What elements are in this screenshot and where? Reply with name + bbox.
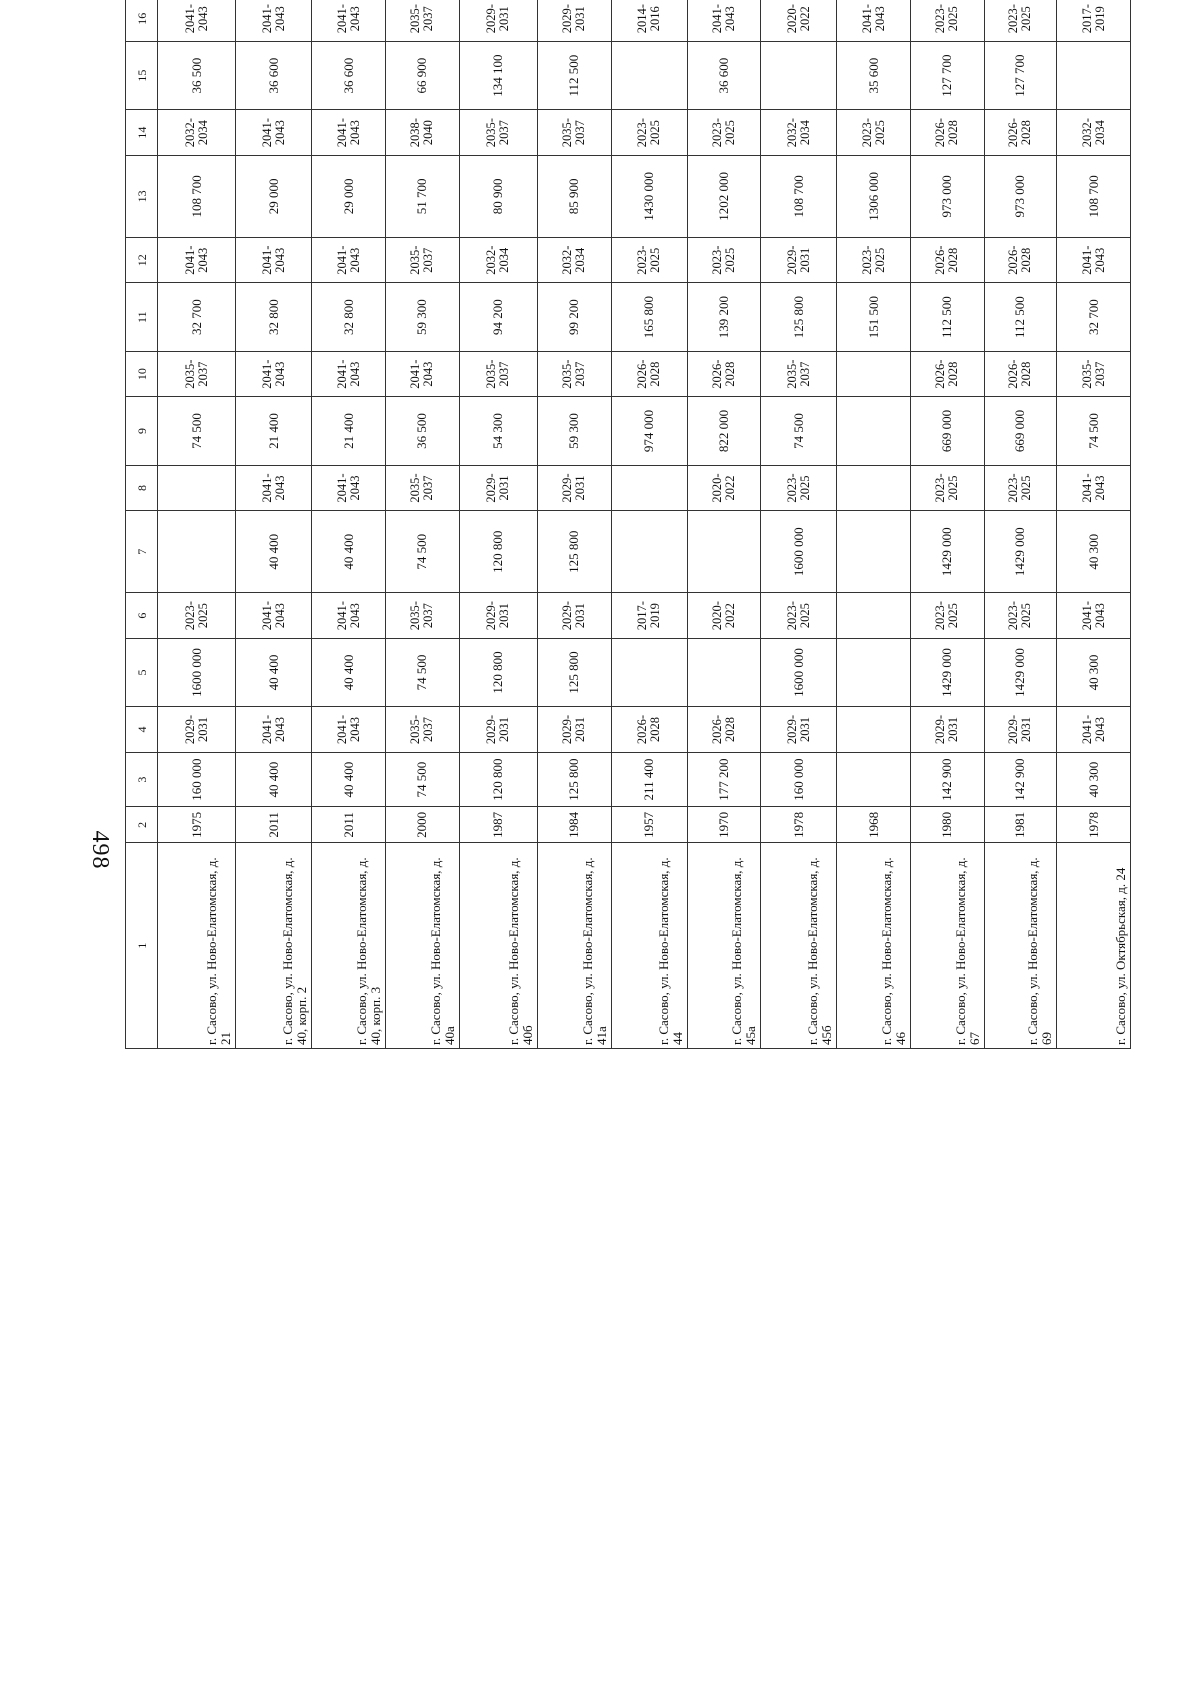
period-cell: 2035-2037 (538, 351, 612, 396)
cost-cell: 74 500 (386, 638, 460, 707)
cost-cell: 120 800 (459, 752, 537, 807)
table-row (538, 0, 612, 1049)
cost-cell: 108 700 (1057, 155, 1131, 237)
period-cell (837, 465, 911, 510)
cost-cell: 1430 000 (611, 155, 687, 237)
period-cell: 2026-2028 (911, 110, 985, 155)
cost-cell: 36 500 (386, 397, 460, 466)
period-cell: 2029-2031 (459, 593, 537, 638)
address-cell: г. Сасово, ул. Ново-Елатомская, д. 21 (158, 843, 236, 1049)
table-row (687, 0, 761, 1049)
address-cell: г. Сасово, ул. Октябрьская, д. 24 (1057, 843, 1131, 1049)
header-row (126, 0, 158, 1049)
period-cell: 2023-2025 (911, 465, 985, 510)
period-cell: 2026-2028 (984, 351, 1056, 396)
period-cell: 2023-2025 (984, 0, 1056, 41)
build-year-cell: 1978 (1057, 807, 1131, 843)
cost-cell (837, 638, 911, 707)
period-cell: 2035-2037 (386, 238, 460, 283)
period-cell: 2026-2028 (984, 110, 1056, 155)
cost-cell: 108 700 (761, 155, 837, 237)
build-year-cell: 1984 (538, 807, 612, 843)
period-cell: 2041-2043 (837, 0, 911, 41)
period-cell: 2041-2043 (158, 238, 236, 283)
period-cell: 2026-2028 (611, 351, 687, 396)
period-cell: 2038-2040 (386, 110, 460, 155)
header-cell-15: 15 (126, 41, 158, 110)
build-year-cell: 2011 (312, 807, 386, 843)
cost-cell (611, 41, 687, 110)
cost-cell: 21 400 (236, 397, 312, 466)
cost-cell: 40 400 (312, 752, 386, 807)
period-cell: 2041-2043 (236, 593, 312, 638)
cost-cell (761, 41, 837, 110)
cost-cell: 74 500 (1057, 397, 1131, 466)
header-cell-14: 14 (126, 110, 158, 155)
table-row (236, 0, 312, 1049)
period-cell: 2035-2037 (158, 351, 236, 396)
period-cell: 2041-2043 (312, 707, 386, 752)
period-cell: 2026-2028 (611, 707, 687, 752)
period-cell: 2041-2043 (236, 707, 312, 752)
table-row (1057, 0, 1131, 1049)
cost-cell (837, 511, 911, 593)
period-cell: 2023-2025 (911, 0, 985, 41)
period-cell: 2041-2043 (312, 238, 386, 283)
period-cell (837, 593, 911, 638)
cost-cell: 211 400 (611, 752, 687, 807)
build-year-cell: 1980 (911, 807, 985, 843)
period-cell: 2035-2037 (386, 0, 460, 41)
table-row (911, 0, 985, 1049)
cost-cell (611, 638, 687, 707)
cost-cell: 32 700 (158, 283, 236, 352)
cost-cell: 74 500 (386, 511, 460, 593)
cost-cell: 36 600 (236, 41, 312, 110)
table-row (312, 0, 386, 1049)
period-cell: 2041-2043 (386, 351, 460, 396)
rotated-table-area (125, 4, 1131, 1548)
header-cell-1: 1 (126, 843, 158, 1049)
cost-cell: 32 800 (312, 283, 386, 352)
cost-cell: 112 500 (911, 283, 985, 352)
period-cell: 2041-2043 (1057, 465, 1131, 510)
period-cell: 2035-2037 (386, 707, 460, 752)
cost-cell: 21 400 (312, 397, 386, 466)
cost-cell: 66 900 (386, 41, 460, 110)
cost-cell (687, 638, 761, 707)
period-cell: 2029-2031 (459, 465, 537, 510)
period-cell: 2023-2025 (761, 465, 837, 510)
cost-cell: 108 700 (158, 155, 236, 237)
period-cell (837, 707, 911, 752)
cost-cell: 40 400 (312, 511, 386, 593)
period-cell: 2032-2034 (761, 110, 837, 155)
period-cell: 2029-2031 (538, 593, 612, 638)
period-cell: 2032-2034 (459, 238, 537, 283)
period-cell: 2023-2025 (911, 593, 985, 638)
header-cell-11: 11 (126, 283, 158, 352)
cost-cell: 1202 000 (687, 155, 761, 237)
address-cell: г. Сасово, ул. Ново-Елатомская, д. 40б (459, 843, 537, 1049)
header-cell-12: 12 (126, 238, 158, 283)
header-cell-7: 7 (126, 511, 158, 593)
page-number: 498 (87, 830, 113, 870)
header-cell-10: 10 (126, 351, 158, 396)
cost-cell: 94 200 (459, 283, 537, 352)
cost-cell: 40 300 (1057, 752, 1131, 807)
address-cell: г. Сасово, ул. Ново-Елатомская, д. 44 (611, 843, 687, 1049)
address-cell: г. Сасово, ул. Ново-Елатомская, д. 46 (837, 843, 911, 1049)
period-cell: 2020-2022 (687, 465, 761, 510)
cost-cell: 125 800 (761, 283, 837, 352)
cost-cell: 80 900 (459, 155, 537, 237)
cost-cell: 112 500 (538, 41, 612, 110)
address-cell: г. Сасово, ул. Ново-Елатомская, д. 40, корп. 3 (312, 843, 386, 1049)
cost-cell: 40 300 (1057, 638, 1131, 707)
header-cell-4: 4 (126, 707, 158, 752)
period-cell: 2032-2034 (158, 110, 236, 155)
build-year-cell: 1981 (984, 807, 1056, 843)
cost-cell: 177 200 (687, 752, 761, 807)
table-row (386, 0, 460, 1049)
period-cell: 2035-2037 (538, 110, 612, 155)
period-cell: 2029-2031 (538, 0, 612, 41)
period-cell: 2026-2028 (687, 707, 761, 752)
period-cell: 2023-2025 (687, 238, 761, 283)
cost-cell: 151 500 (837, 283, 911, 352)
period-cell: 2035-2037 (459, 110, 537, 155)
period-cell: 2041-2043 (312, 593, 386, 638)
build-year-cell: 2011 (236, 807, 312, 843)
cost-cell: 120 800 (459, 511, 537, 593)
header-cell-16: 16 (126, 0, 158, 41)
repair-schedule-table (125, 0, 1131, 1049)
period-cell: 2023-2025 (611, 238, 687, 283)
build-year-cell: 1975 (158, 807, 236, 843)
period-cell: 2020-2022 (687, 593, 761, 638)
cost-cell: 1306 000 (837, 155, 911, 237)
period-cell (611, 465, 687, 510)
cost-cell: 74 500 (761, 397, 837, 466)
cost-cell: 29 000 (236, 155, 312, 237)
period-cell: 2041-2043 (236, 110, 312, 155)
cost-cell: 40 400 (236, 511, 312, 593)
period-cell: 2026-2028 (687, 351, 761, 396)
cost-cell: 165 800 (611, 283, 687, 352)
period-cell: 2023-2025 (687, 110, 761, 155)
cost-cell: 973 000 (984, 155, 1056, 237)
period-cell: 2029-2031 (459, 707, 537, 752)
cost-cell: 142 900 (911, 752, 985, 807)
cost-cell: 1600 000 (158, 638, 236, 707)
table-row (611, 0, 687, 1049)
cost-cell: 74 500 (158, 397, 236, 466)
build-year-cell: 1957 (611, 807, 687, 843)
header-cell-2: 2 (126, 807, 158, 843)
cost-cell: 125 800 (538, 511, 612, 593)
period-cell: 2035-2037 (761, 351, 837, 396)
table-row (761, 0, 837, 1049)
period-cell: 2023-2025 (158, 593, 236, 638)
address-cell: г. Сасово, ул. Ново-Елатомская, д. 40а (386, 843, 460, 1049)
period-cell: 2041-2043 (312, 0, 386, 41)
cost-cell: 54 300 (459, 397, 537, 466)
period-cell: 2041-2043 (312, 110, 386, 155)
cost-cell: 36 500 (158, 41, 236, 110)
cost-cell: 99 200 (538, 283, 612, 352)
cost-cell: 1600 000 (761, 511, 837, 593)
cost-cell: 669 000 (911, 397, 985, 466)
table-row (158, 0, 236, 1049)
period-cell: 2041-2043 (158, 0, 236, 41)
period-cell: 2041-2043 (236, 0, 312, 41)
cost-cell: 127 700 (911, 41, 985, 110)
cost-cell: 125 800 (538, 752, 612, 807)
period-cell: 2041-2043 (236, 351, 312, 396)
cost-cell: 112 500 (984, 283, 1056, 352)
cost-cell: 120 800 (459, 638, 537, 707)
cost-cell: 1600 000 (761, 638, 837, 707)
period-cell: 2035-2037 (459, 351, 537, 396)
period-cell: 2023-2025 (984, 465, 1056, 510)
period-cell: 2041-2043 (236, 465, 312, 510)
header-cell-13: 13 (126, 155, 158, 237)
period-cell: 2029-2031 (761, 707, 837, 752)
period-cell: 2023-2025 (761, 593, 837, 638)
period-cell: 2026-2028 (911, 351, 985, 396)
address-cell: г. Сасово, ул. Ново-Елатомская, д. 69 (984, 843, 1056, 1049)
address-cell: г. Сасово, ул. Ново-Елатомская, д. 41а (538, 843, 612, 1049)
cost-cell: 142 900 (984, 752, 1056, 807)
period-cell: 2041-2043 (1057, 238, 1131, 283)
period-cell: 2023-2025 (984, 593, 1056, 638)
period-cell: 2041-2043 (312, 351, 386, 396)
cost-cell: 139 200 (687, 283, 761, 352)
cost-cell: 974 000 (611, 397, 687, 466)
period-cell (837, 351, 911, 396)
period-cell: 2029-2031 (911, 707, 985, 752)
period-cell: 2029-2031 (538, 465, 612, 510)
cost-cell: 29 000 (312, 155, 386, 237)
cost-cell: 59 300 (386, 283, 460, 352)
period-cell: 2035-2037 (386, 593, 460, 638)
cost-cell: 1429 000 (911, 511, 985, 593)
cost-cell: 1429 000 (911, 638, 985, 707)
cost-cell (611, 511, 687, 593)
cost-cell: 59 300 (538, 397, 612, 466)
cost-cell: 36 600 (687, 41, 761, 110)
table-row (984, 0, 1056, 1049)
build-year-cell: 2000 (386, 807, 460, 843)
period-cell: 2041-2043 (312, 465, 386, 510)
build-year-cell: 1978 (761, 807, 837, 843)
period-cell: 2023-2025 (837, 110, 911, 155)
address-cell: г. Сасово, ул. Ново-Елатомская, д. 67 (911, 843, 985, 1049)
cost-cell: 32 800 (236, 283, 312, 352)
cost-cell: 32 700 (1057, 283, 1131, 352)
header-cell-9: 9 (126, 397, 158, 466)
period-cell: 2041-2043 (1057, 593, 1131, 638)
cost-cell (837, 397, 911, 466)
period-cell: 2029-2031 (538, 707, 612, 752)
period-cell: 2041-2043 (1057, 707, 1131, 752)
cost-cell: 74 500 (386, 752, 460, 807)
table-row (837, 0, 911, 1049)
cost-cell (837, 752, 911, 807)
period-cell: 2035-2037 (1057, 351, 1131, 396)
period-cell: 2041-2043 (236, 238, 312, 283)
cost-cell: 36 600 (312, 41, 386, 110)
cost-cell (687, 511, 761, 593)
build-year-cell: 1970 (687, 807, 761, 843)
cost-cell: 822 000 (687, 397, 761, 466)
cost-cell: 160 000 (761, 752, 837, 807)
cost-cell: 40 400 (236, 638, 312, 707)
build-year-cell: 1968 (837, 807, 911, 843)
address-cell: г. Сасово, ул. Ново-Елатомская, д. 45б (761, 843, 837, 1049)
period-cell: 2026-2028 (984, 238, 1056, 283)
period-cell: 2035-2037 (386, 465, 460, 510)
cost-cell: 125 800 (538, 638, 612, 707)
header-cell-6: 6 (126, 593, 158, 638)
cost-cell (158, 511, 236, 593)
cost-cell: 35 600 (837, 41, 911, 110)
period-cell: 2041-2043 (687, 0, 761, 41)
table-row (459, 0, 537, 1049)
period-cell: 2020-2022 (761, 0, 837, 41)
header-cell-3: 3 (126, 752, 158, 807)
cost-cell: 40 300 (1057, 511, 1131, 593)
cost-cell: 127 700 (984, 41, 1056, 110)
cost-cell: 973 000 (911, 155, 985, 237)
period-cell: 2023-2025 (837, 238, 911, 283)
cost-cell: 51 700 (386, 155, 460, 237)
cost-cell: 40 400 (236, 752, 312, 807)
cost-cell: 40 400 (312, 638, 386, 707)
header-cell-8: 8 (126, 465, 158, 510)
cost-cell: 160 000 (158, 752, 236, 807)
address-cell: г. Сасово, ул. Ново-Елатомская, д. 40, корп. 2 (236, 843, 312, 1049)
cost-cell: 85 900 (538, 155, 612, 237)
header-cell-5: 5 (126, 638, 158, 707)
cost-cell: 134 100 (459, 41, 537, 110)
period-cell: 2014-2016 (611, 0, 687, 41)
period-cell (158, 465, 236, 510)
period-cell: 2029-2031 (761, 238, 837, 283)
period-cell: 2032-2034 (1057, 110, 1131, 155)
period-cell: 2029-2031 (459, 0, 537, 41)
period-cell: 2017-2019 (611, 593, 687, 638)
period-cell: 2029-2031 (158, 707, 236, 752)
period-cell: 2026-2028 (911, 238, 985, 283)
cost-cell: 669 000 (984, 397, 1056, 466)
cost-cell: 1429 000 (984, 638, 1056, 707)
period-cell: 2032-2034 (538, 238, 612, 283)
cost-cell: 1429 000 (984, 511, 1056, 593)
cost-cell (1057, 41, 1131, 110)
period-cell: 2029-2031 (984, 707, 1056, 752)
period-cell: 2023-2025 (611, 110, 687, 155)
address-cell: г. Сасово, ул. Ново-Елатомская, д. 45а (687, 843, 761, 1049)
build-year-cell: 1987 (459, 807, 537, 843)
period-cell: 2017-2019 (1057, 0, 1131, 41)
